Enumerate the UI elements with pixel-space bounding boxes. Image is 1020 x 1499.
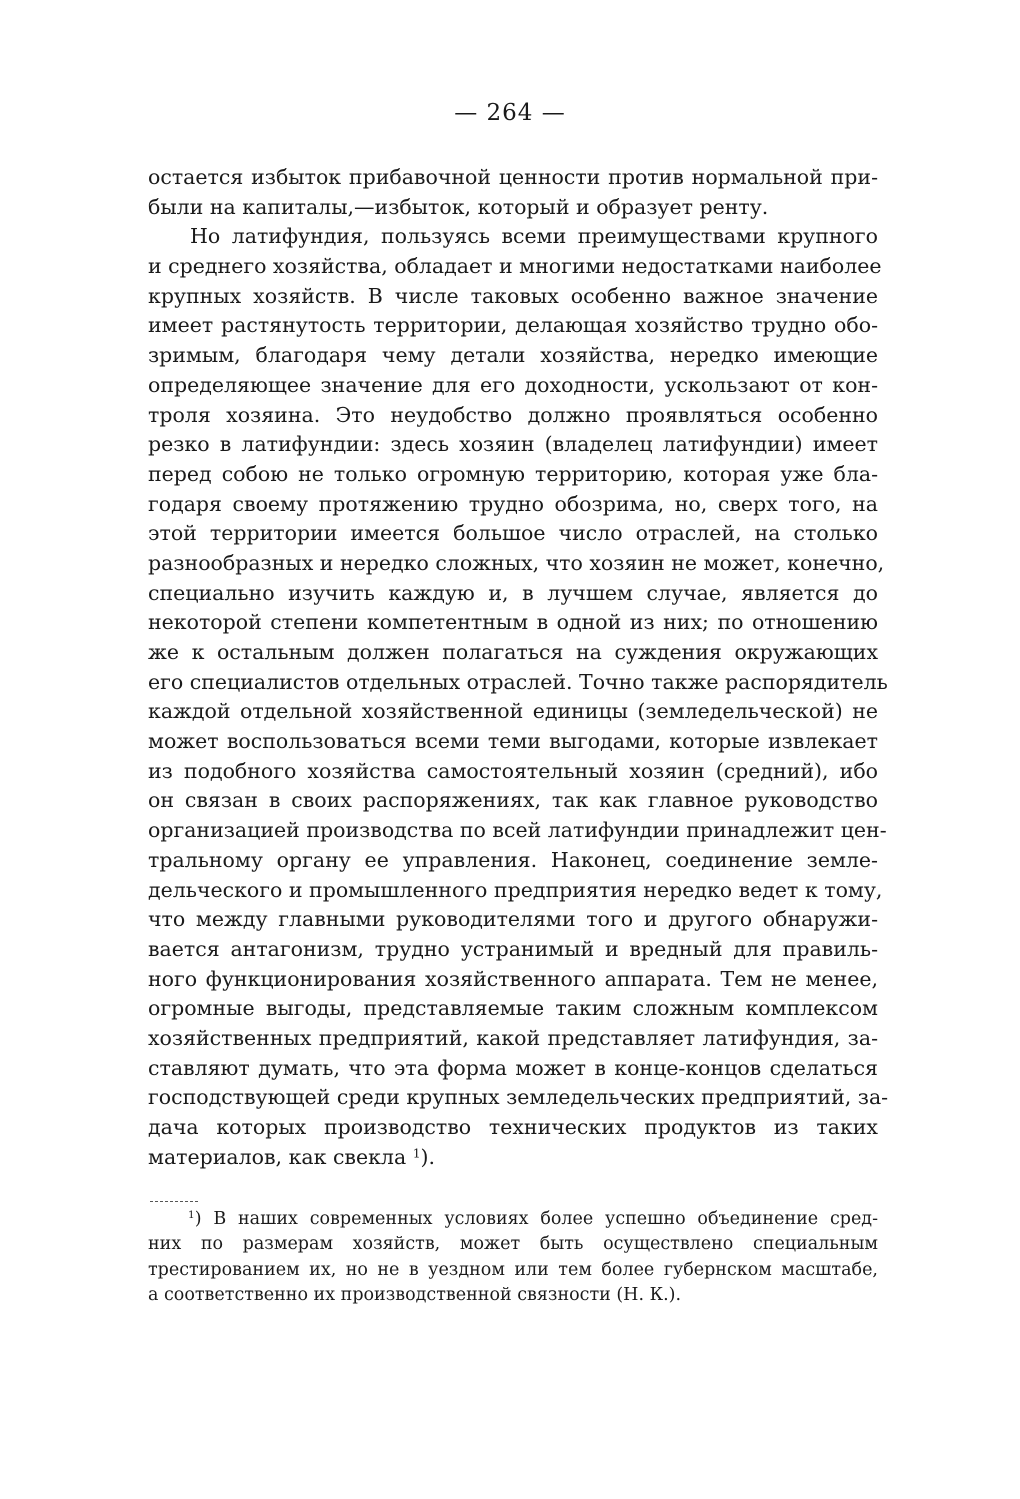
text-line: определяющее значение для его доходности, ускользают от кон- xyxy=(148,372,878,397)
text-line: из подобного хозяйства самостоятельный хозяин (средний), ибо xyxy=(148,758,878,783)
text-line: имеет растянутость территории, делающая хозяйство трудно обо- xyxy=(148,313,878,338)
footnote xyxy=(148,1207,878,1308)
text-line: же к остальным должен полагаться на суждения окружающих xyxy=(148,640,878,664)
text-line: были на капиталы,—избыток, который и образует ренту. xyxy=(148,194,769,219)
text-line: ного функционирования хозяйственного аппарата. Тем не менее, xyxy=(148,966,878,991)
text-line: огромные выгоды, представляемые таким сложным комплексом xyxy=(148,996,878,1021)
page-number: — 264 — xyxy=(454,100,566,126)
footnote-line: а соответственно их производственной связности (Н. К.). xyxy=(148,1284,682,1305)
text-line: специально изучить каждую и, в лучшем случае, является до xyxy=(148,580,878,605)
text-line: перед собою не только огромную территорию, которая уже бла- xyxy=(148,461,878,486)
text-line: дельческого и промышленного предприятия нередко ведет к тому, xyxy=(148,877,883,902)
footnote-reference[interactable]: 1 xyxy=(412,1145,421,1160)
text-line: Но латифундия, пользуясь всеми преимуществами крупного xyxy=(190,224,878,249)
text-line: троля хозяина. Это неудобство должно проявляться особенно xyxy=(148,402,878,427)
footnote-line: них по размерам хозяйств, может быть осуществлено специальным xyxy=(148,1234,878,1255)
text-line: может воспользоваться всеми теми выгодами, которые извлекает xyxy=(148,729,878,754)
text-line: тральному органу ее управления. Наконец, соединение земле- xyxy=(148,847,878,872)
text-line: каждой отдельной хозяйственной единицы (земледельческой) не xyxy=(148,699,878,724)
text-line: хозяйственных предприятий, какой представляет латифундия, за- xyxy=(148,1025,878,1050)
footnote-marker: 1 xyxy=(188,1209,195,1222)
text-line: и среднего хозяйства, обладает и многими недостатками наиболее xyxy=(148,254,882,279)
text-line-final-punctuation: ). xyxy=(420,1144,436,1169)
text-line: он связан в своих распоряжениях, так как главное руководство xyxy=(148,788,878,813)
text-line: ставляют думать, что эта форма может в конце-концов сделаться xyxy=(148,1055,878,1080)
body-text xyxy=(148,163,889,1172)
footnote-divider xyxy=(150,1201,198,1202)
text-line: зримым, благодаря чему детали хозяйства, нередко имеющие xyxy=(148,343,878,368)
footnote-first-line-text: ) В наших современных условиях более успешно объединение сред- xyxy=(194,1209,878,1229)
text-line: господствующей среди крупных земледельческих предприятий, за- xyxy=(148,1085,889,1110)
footnote-line: трестированием их, но не в уездном или тем более губернском масштабе, xyxy=(148,1259,878,1280)
text-line-final-words: материалов, как свекла xyxy=(148,1144,407,1169)
text-line: его специалистов отдельных отраслей. Точно также распорядитель xyxy=(148,669,888,694)
text-line: что между главными руководителями того и другого обнаружи- xyxy=(148,907,878,932)
text-line: вается антагонизм, трудно устранимый и вредный для правиль- xyxy=(148,936,878,961)
text-line: некоторой степени компетентным в одной из них; по отношению xyxy=(148,610,878,635)
text-line: остается избыток прибавочной ценности против нормальной при- xyxy=(148,165,878,189)
text-line: организацией производства по всей латифундии принадлежит цен- xyxy=(148,818,887,843)
text-line: дача которых производство технических продуктов из таких xyxy=(148,1115,878,1139)
text-line: разнообразных и нередко сложных, что хозяин не может, конечно, xyxy=(148,550,885,575)
text-line: этой территории имеется большое число отраслей, на столько xyxy=(148,521,878,546)
text-line: крупных хозяйств. В числе таковых особенно важное значение xyxy=(148,283,878,308)
text-line: резко в латифундии: здесь хозяин (владелец латифундии) имеет xyxy=(148,432,878,457)
footnote-line xyxy=(148,1207,878,1232)
text-line-final xyxy=(148,1143,878,1173)
text-line: годаря своему протяжению трудно обозрима, но, сверх того, на xyxy=(148,491,878,516)
